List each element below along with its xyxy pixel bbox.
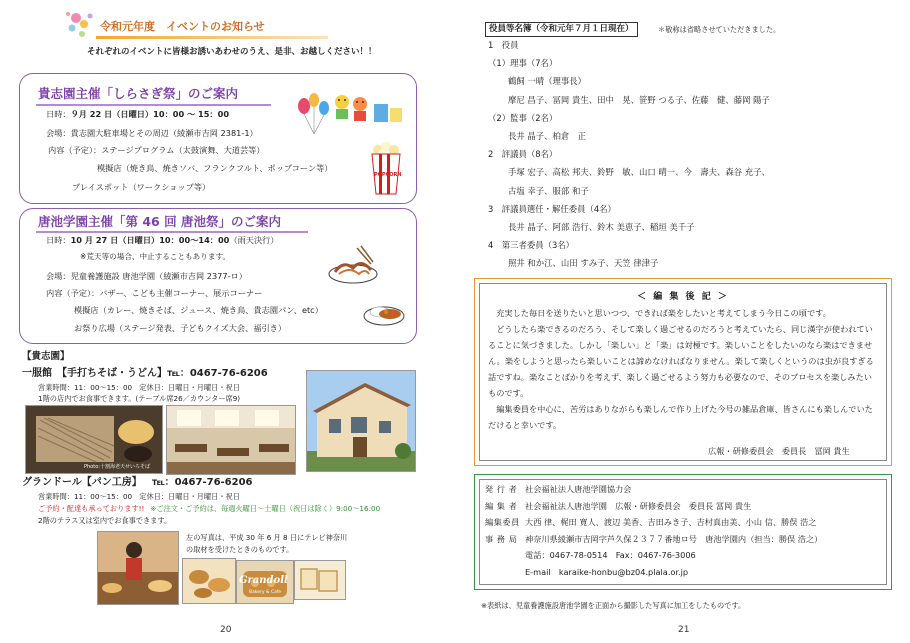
roster-row: 3 評議員選任・解任委員（4名） xyxy=(488,203,616,214)
editorial-paragraph-2: どうしたら楽できるのだろう、そして楽しく過ごせるのだろうと考えていたら、同じ漢字が使われていることに気づきました。しかし「楽しい」と「楽」は対極です。楽しいことをしたいのなら楽はできません。楽をしようと思ったら楽しいことは諦めなければなりません。楽して楽しくというのは虫が良すぎる話ですね。楽なことばかりを考えず、楽しく過ごせるよう努力も必要なので、そのプロセスを楽しみたいものです。 xyxy=(488,324,874,398)
roster-row: 長井 晶子、柏倉 正 xyxy=(508,130,587,141)
roster-row: 手塚 宏子、高松 邦夫、鈴野 敏、山口 晴一、今 壽夫、森谷 充子、 xyxy=(508,167,770,178)
building-image xyxy=(307,371,415,471)
event2-content1: 内容（予定）：バザー、こども主催コーナー、展示コーナー xyxy=(46,288,263,298)
colophon-row xyxy=(485,534,885,551)
bakery-logo: Grandoll xyxy=(239,575,288,586)
roster-row: 鶴飼 一晴（理事長） xyxy=(508,76,587,87)
colophon-value: 大西 律、梶田 寛人、渡辺 美香、吉田みき子、吉村真由美、小山 信、勝俣 浩之 xyxy=(525,517,817,527)
colophon-row xyxy=(485,484,885,501)
shop1-tel-label: ℡： xyxy=(167,368,190,379)
colophon-label: 編集委員 xyxy=(485,517,520,527)
roster-row: （1）理事（7名） xyxy=(488,58,558,69)
colophon-value: 電話：0467-78-0514 Fax：0467-76-3006 xyxy=(525,550,696,560)
sparkle-icon xyxy=(62,8,98,44)
roster-row: （2）監事（2名） xyxy=(488,112,558,123)
colophon-label: 編 集 者 xyxy=(485,500,518,511)
title-underline xyxy=(96,36,328,39)
colophon-list xyxy=(485,484,885,583)
events-intro: それぞれのイベントに皆様お誘いあわせのうえ、是非、お越しください！！ xyxy=(87,47,377,57)
bread-photo-3 xyxy=(294,560,346,600)
event1-heading: 貴志園主催「しらさぎ祭」のご案内 xyxy=(38,86,239,101)
event2-date: 10 月 27 日（日曜日）10：00～14：00 xyxy=(70,235,230,245)
event2-date-row xyxy=(46,235,279,245)
event1-content2: 模擬店（焼き鳥、焼きソバ、フランクフルト、ポップコーン等） xyxy=(97,163,333,173)
shop1-line xyxy=(22,368,268,381)
event2-heading: 唐池学園主催「第 46 回 唐池祭」のご案内 xyxy=(38,214,281,229)
roster-row: 長井 晶子、阿部 浩行、鈴木 美恵子、稲垣 美千子 xyxy=(508,221,695,232)
shop2-tel-label: ℡： xyxy=(151,477,175,488)
editorial-signature: 広報・研修委員会 委員長 冨岡 貴生 xyxy=(708,446,850,456)
shop2-tel: 0467-76-6206 xyxy=(174,477,253,488)
tv-interview-image xyxy=(98,532,178,604)
editorial-paragraph-1: 充実した毎日を送りたいと思いつつ、できれば楽をしたいと考えてしまう今日この頃です。 xyxy=(496,308,831,318)
colophon-value: 社会福祉法人唐池学園協力会 xyxy=(525,484,632,494)
bread-image-3 xyxy=(295,561,345,599)
event1-date-row xyxy=(46,109,229,119)
event2-date-label: 日時： xyxy=(46,235,71,245)
events-title: 令和元年度 イベントのお知らせ xyxy=(100,20,265,33)
colophon-label: 事 務 局 xyxy=(485,533,518,544)
event1-content1: 内容（予定）：ステージプログラム（太鼓演舞、大道芸等） xyxy=(48,145,265,155)
building-photo xyxy=(306,370,416,472)
colophon-row xyxy=(485,501,885,518)
colophon-label: 発 行 者 xyxy=(485,484,518,494)
roster-list xyxy=(488,40,888,276)
soba-photo xyxy=(25,405,163,474)
colophon-row xyxy=(485,550,885,567)
roster-row: 古塩 幸子、服部 和子 xyxy=(508,185,589,196)
shop2-terrace: 2階のテラス又は室内でお食事できます。 xyxy=(38,516,172,525)
restaurant-image xyxy=(167,406,295,474)
event1-venue: 会場：貴志園大駐車場とその周辺（綾瀬市吉岡 2381-1） xyxy=(46,128,258,138)
colophon-value: 神奈川県綾瀬市吉岡字芦久保２３７７番地ロ号 唐池学園内（担当：勝俣 浩之） xyxy=(525,533,823,544)
tv-note-line2: の取材を受けたときのものです。 xyxy=(186,545,294,554)
shop2-name: グランドール【パン工房】 xyxy=(22,477,142,488)
event1-heading-underline xyxy=(36,104,271,106)
bread-photo-2 xyxy=(236,560,294,604)
colophon-value: 社会福祉法人唐池学園 広報・研修委員会 委員長 冨岡 貴生 xyxy=(525,500,752,511)
shop2-delivery: ご予約・配達も承っております!! xyxy=(38,504,145,513)
shop2-order-row xyxy=(38,504,380,513)
bakery-sub: Bakery & Cafe xyxy=(249,590,282,595)
roster-row: 4 第三者委員（3名） xyxy=(488,240,575,251)
tv-note-line1: 左の写真は、平成 30 年 6 月 8 日にテレビ神奈川 xyxy=(186,533,348,542)
tv-interview-photo xyxy=(97,531,179,605)
event2-content2: 模擬店（カレー、焼きそば、ジュース、焼き鳥、貴志園パン、etc） xyxy=(74,305,323,315)
event2-date-note: （雨天決行） xyxy=(229,235,279,245)
festival-illustration xyxy=(292,90,410,198)
soba-image xyxy=(26,406,162,473)
shop1-seats: 1階の店内でお食事できます。(テーブル席26／カウンター席9) xyxy=(38,394,241,403)
colophon-row xyxy=(485,517,885,534)
shop2-order-note: ※ご注文・ご予約は、毎週火曜日～土曜日（祝日は除く）9:00～16:00 xyxy=(150,504,381,513)
event2-venue: 会場：児童養護施設 唐池学園（綾瀬市吉岡 2377-ロ） xyxy=(46,271,247,281)
left-page-number: 20 xyxy=(220,625,232,635)
colophon-value: E-mail karaike-honbu@bz04.plala.or.jp xyxy=(525,566,689,577)
popcorn-label: POPCORN xyxy=(374,172,402,178)
event1-date: ９月 22 日（日曜日）10：00 ～ 15：00 xyxy=(70,109,230,119)
bread-photo-1 xyxy=(182,558,236,604)
shop1-tel: 0467-76-6206 xyxy=(189,368,268,379)
roster-note: ＊敬称は省略させていただきました。 xyxy=(658,25,781,34)
roster-row: 摩尼 昌子、冨岡 貴生、田中 晃、笹野 つる子、佐藤 健、藤岡 陽子 xyxy=(508,94,770,105)
restaurant-photo xyxy=(166,405,296,475)
roster-row: 2 評議員（8名） xyxy=(488,149,558,160)
event1-content3: プレイスポット（ワークショップ等） xyxy=(72,182,211,192)
event2-content3: お祭り広場（ステージ発表、子どもクイズ大会、福引き） xyxy=(74,323,287,333)
soba-photo-caption: Photo:十割海老天せいろそば xyxy=(84,464,150,470)
roster-title: 役員等名簿（令和元年７月１日現在） xyxy=(485,22,638,37)
shop1-name: 一服館 【手打ちそば・うどん】 xyxy=(22,368,167,379)
editorial-title: ＜ 編 集 後 記 ＞ xyxy=(637,292,729,302)
event2-rain-note: ※荒天等の場合、中止することもあります。 xyxy=(80,252,231,261)
bread-image-1 xyxy=(183,559,235,603)
event1-date-label: 日時： xyxy=(46,109,71,119)
editorial-body xyxy=(488,305,880,433)
shop2-line xyxy=(22,477,253,490)
kishien-section-title: 【貴志園】 xyxy=(22,351,70,362)
roster-row: 1 役員 xyxy=(488,40,519,50)
yakisoba-illustration xyxy=(325,244,381,288)
colophon-row xyxy=(485,567,885,584)
curry-illustration xyxy=(362,290,408,330)
right-page-number: 21 xyxy=(678,625,690,635)
shop1-hours: 営業時間：11：00～15：00 定休日：日曜日・月曜日・祝日 xyxy=(38,383,240,392)
cover-note: ※表紙は、児童養護施設唐池学園を正面から撮影した写真に加工をしたものです。 xyxy=(481,601,746,610)
editorial-paragraph-3: 編集委員を中心に、苦労はありながらも楽しんで作り上げた今号の雑品倉庫、皆さんにも楽しんでいただけると幸いです。 xyxy=(488,404,873,430)
roster-row: 照井 和か江、山田 すみ子、天笠 律津子 xyxy=(508,258,659,269)
event2-heading-underline xyxy=(36,231,308,233)
shop2-hours: 営業時間：11：00～15：00 定休日：日曜日・月曜日・祝日 xyxy=(38,492,240,501)
